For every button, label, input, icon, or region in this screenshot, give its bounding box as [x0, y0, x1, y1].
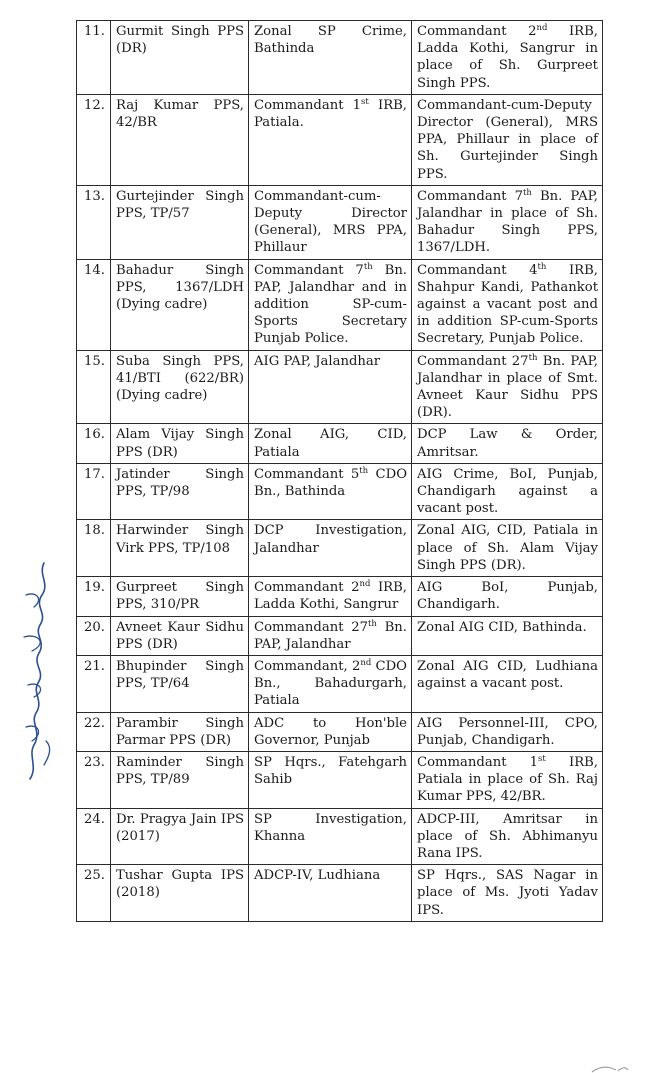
new-posting: Commandant 4th IRB, Shahpur Kandi, Pathankot against a vacant post and in addition SP-cum-Sports Secretary, Punjab Police. — [412, 259, 603, 350]
officer-name: Bahadur Singh PPS, 1367/LDH (Dying cadre) — [111, 259, 249, 350]
officer-name: Gurmit Singh PPS (DR) — [111, 21, 249, 95]
table-row — [77, 751, 603, 808]
table-row — [77, 350, 603, 424]
officer-name: Avneet Kaur Sidhu PPS (DR) — [111, 616, 249, 655]
serial-number: 15. — [77, 350, 111, 424]
present-posting: Commandant-cum-Deputy Director (General), MRS PPA, Phillaur — [249, 185, 412, 259]
table-row — [77, 520, 603, 577]
serial-number: 16. — [77, 424, 111, 463]
new-posting: Zonal AIG CID, Ludhiana against a vacant post. — [412, 655, 603, 712]
serial-number: 23. — [77, 751, 111, 808]
ordinal-suffix: th — [368, 618, 377, 629]
serial-number: 17. — [77, 463, 111, 520]
ordinal-suffix: st — [361, 96, 369, 107]
officer-name: Jatinder Singh PPS, TP/98 — [111, 463, 249, 520]
serial-number: 19. — [77, 577, 111, 616]
officer-name: Alam Vijay Singh PPS (DR) — [111, 424, 249, 463]
serial-number: 12. — [77, 94, 111, 185]
table-row — [77, 865, 603, 922]
serial-number: 14. — [77, 259, 111, 350]
present-posting: ADCP-IV, Ludhiana — [249, 865, 412, 922]
present-posting: SP Investigation, Khanna — [249, 808, 412, 865]
present-posting: Commandant 2nd IRB, Ladda Kothi, Sangrur — [249, 577, 412, 616]
present-posting: Commandant 7th Bn. PAP, Jalandhar and in addition SP-cum-Sports Secretary Punjab Police. — [249, 259, 412, 350]
present-posting: Commandant, 2nd CDO Bn., Bahadurgarh, Patiala — [249, 655, 412, 712]
officer-name: Raminder Singh PPS, TP/89 — [111, 751, 249, 808]
handwritten-signature — [14, 555, 58, 785]
serial-number: 24. — [77, 808, 111, 865]
serial-number: 20. — [77, 616, 111, 655]
ordinal-suffix: th — [537, 261, 547, 272]
new-posting: ADCP-III, Amritsar in place of Sh. Abhimanyu Rana IPS. — [412, 808, 603, 865]
table-row — [77, 655, 603, 712]
new-posting: DCP Law & Order, Amritsar. — [412, 424, 603, 463]
present-posting: Commandant 1st IRB, Patiala. — [249, 94, 412, 185]
new-posting: AIG Personnel-III, CPO, Punjab, Chandigarh. — [412, 712, 603, 751]
serial-number: 11. — [77, 21, 111, 95]
transfer-table — [76, 20, 603, 922]
table-row — [77, 808, 603, 865]
officer-name: Harwinder Singh Virk PPS, TP/108 — [111, 520, 249, 577]
new-posting: Zonal AIG, CID, Patiala in place of Sh. Alam Vijay Singh PPS (DR). — [412, 520, 603, 577]
ordinal-suffix: th — [359, 465, 369, 476]
new-posting: Commandant 1st IRB, Patiala in place of Sh. Raj Kumar PPS, 42/BR. — [412, 751, 603, 808]
table-row — [77, 21, 603, 95]
new-posting: Commandant 7th Bn. PAP, Jalandhar in place of Sh. Bahadur Singh PPS, 1367/LDH. — [412, 185, 603, 259]
new-posting: Commandant 2nd IRB, Ladda Kothi, Sangrur in place of Sh. Gurpreet Singh PPS. — [412, 21, 603, 95]
officer-name: Gurpreet Singh PPS, 310/PR — [111, 577, 249, 616]
officer-name: Suba Singh PPS, 41/BTI (622/BR) (Dying cadre) — [111, 350, 249, 424]
present-posting: SP Hqrs., Fatehgarh Sahib — [249, 751, 412, 808]
present-posting: Commandant 27th Bn. PAP, Jalandhar — [249, 616, 412, 655]
table-row — [77, 712, 603, 751]
serial-number: 13. — [77, 185, 111, 259]
ordinal-suffix: th — [522, 187, 532, 198]
new-posting: Commandant-cum-Deputy Director (General), MRS PPA, Phillaur in place of Sh. Gurtejinder Singh PPS. — [412, 94, 603, 185]
new-posting: AIG Crime, BoI, Punjab, Chandigarh against a vacant post. — [412, 463, 603, 520]
ordinal-suffix: nd — [536, 23, 548, 33]
officer-name: Parambir Singh Parmar PPS (DR) — [111, 712, 249, 751]
officer-name: Dr. Pragya Jain IPS (2017) — [111, 808, 249, 865]
page-corner-mark — [590, 1064, 630, 1073]
ordinal-suffix: th — [528, 352, 538, 363]
present-posting: Commandant 5th CDO Bn., Bathinda — [249, 463, 412, 520]
new-posting: SP Hqrs., SAS Nagar in place of Ms. Jyoti Yadav IPS. — [412, 865, 603, 922]
officer-name: Bhupinder Singh PPS, TP/64 — [111, 655, 249, 712]
present-posting: Zonal SP Crime, Bathinda — [249, 21, 412, 95]
officer-name: Raj Kumar PPS, 42/BR — [111, 94, 249, 185]
new-posting: Commandant 27th Bn. PAP, Jalandhar in place of Smt. Avneet Kaur Sidhu PPS (DR). — [412, 350, 603, 424]
ordinal-suffix: nd — [360, 657, 372, 668]
serial-number: 21. — [77, 655, 111, 712]
table-row — [77, 616, 603, 655]
table-row — [77, 577, 603, 616]
serial-number: 18. — [77, 520, 111, 577]
serial-number: 22. — [77, 712, 111, 751]
table-row — [77, 185, 603, 259]
table-row — [77, 424, 603, 463]
new-posting: AIG BoI, Punjab, Chandigarh. — [412, 577, 603, 616]
ordinal-suffix: nd — [359, 579, 371, 590]
present-posting: ADC to Hon'ble Governor, Punjab — [249, 712, 412, 751]
ordinal-suffix: th — [363, 261, 373, 272]
ordinal-suffix: st — [538, 753, 546, 764]
serial-number: 25. — [77, 865, 111, 922]
table-row — [77, 259, 603, 350]
present-posting: AIG PAP, Jalandhar — [249, 350, 412, 424]
new-posting: Zonal AIG CID, Bathinda. — [412, 616, 603, 655]
officer-name: Tushar Gupta IPS (2018) — [111, 865, 249, 922]
transfer-table-body — [77, 21, 603, 922]
present-posting: Zonal AIG, CID, Patiala — [249, 424, 412, 463]
table-row — [77, 463, 603, 520]
officer-name: Gurtejinder Singh PPS, TP/57 — [111, 185, 249, 259]
table-row — [77, 94, 603, 185]
present-posting: DCP Investigation, Jalandhar — [249, 520, 412, 577]
